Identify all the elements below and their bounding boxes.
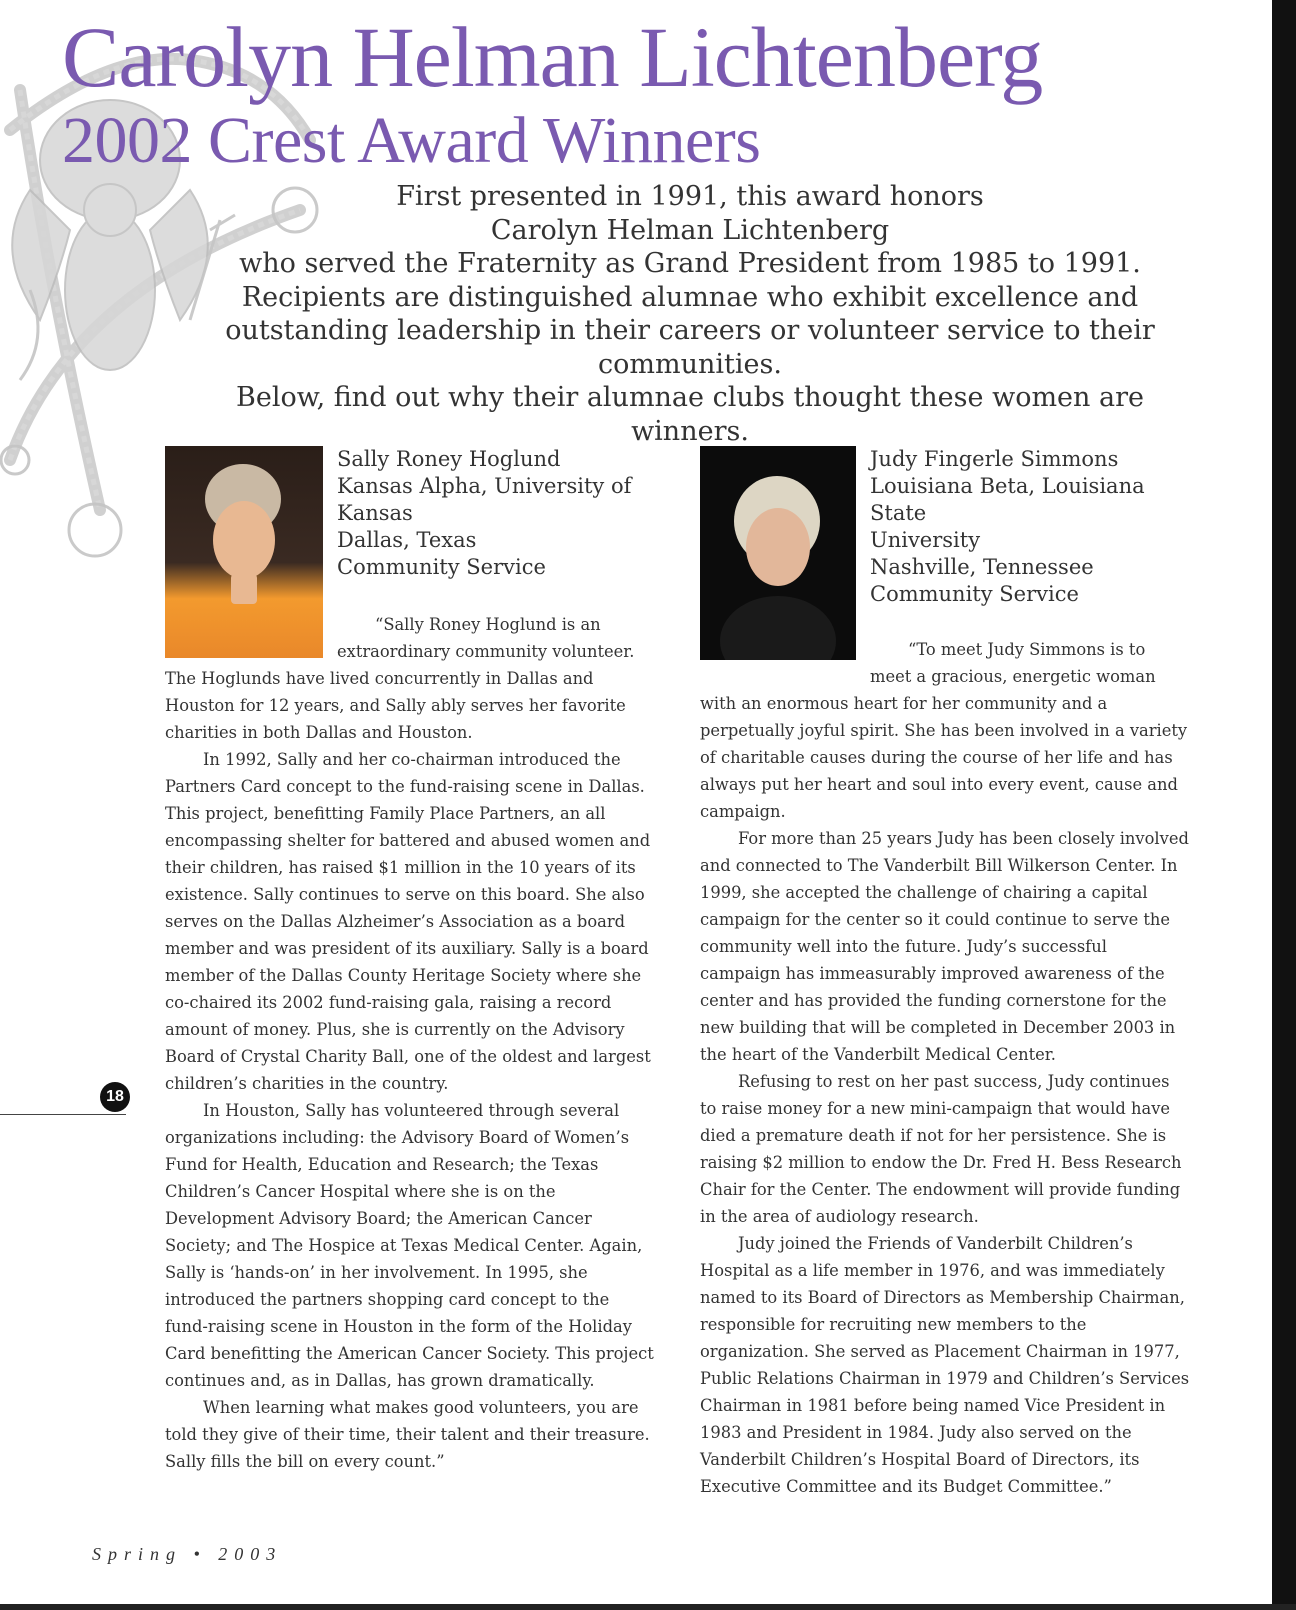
page-number-badge: 18: [100, 1082, 130, 1112]
body-paragraph: “To meet Judy Simmons is to meet a gracious, energetic woman with an enormous heart for her community and a perpetually joyful spirit. She has been involved in a variety of charitable causes during the course of her life and has always put her heart and soul into every event, cause and campaign.: [700, 640, 1188, 821]
portrait-photo-sally: [165, 446, 323, 658]
title-line-2: 2002 Crest Award Winners: [62, 104, 761, 177]
winner-chapter: Kansas Alpha, University of: [337, 474, 632, 498]
issue-footer: Spring • 2003: [92, 1544, 283, 1564]
winner-chapter: Louisiana Beta, Louisiana State: [870, 474, 1145, 525]
winner-text-sally: [165, 611, 655, 1475]
winner-text-judy: [700, 636, 1190, 1500]
winner-category: Community Service: [337, 555, 546, 579]
page-number-rule: [0, 1114, 126, 1115]
intro-line: outstanding leadership in their careers or volunteer service to their communities.: [225, 315, 1155, 380]
body-paragraph: Judy joined the Friends of Vanderbilt Children’s Hospital as a life member in 1976, and was immediately named to its Board of Directors as Membership Chairman, responsible for recruiting new members to the organization. She served as Placement Chairman in 1977, Public Relations Chairman in 1979 and Children’s Services Chairman in 1981 before being named Vice President in 1983 and President in 1984. Judy also served on the Vanderbilt Children’s Hospital Board of Directors, its Executive Committee and its Budget Committee.”: [700, 1234, 1190, 1496]
title-line-1: Carolyn Helman Lichtenberg: [62, 9, 1043, 105]
intro-line: Carolyn Helman Lichtenberg: [490, 214, 890, 246]
winner-location: Dallas, Texas: [337, 528, 477, 552]
winner-location: Nashville, Tennessee: [870, 555, 1094, 579]
winner-name: Sally Roney Hoglund: [337, 447, 561, 471]
intro-line: who served the Fraternity as Grand President from 1985 to 1991.: [239, 248, 1141, 279]
portrait-photo-judy: [700, 446, 856, 660]
intro-paragraph: [200, 180, 1180, 448]
winner-chapter-cont: University: [870, 528, 981, 552]
winner-column-judy: [700, 446, 1190, 1500]
winner-category: Community Service: [870, 582, 1079, 606]
page-title: [62, 9, 1043, 177]
body-paragraph: In Houston, Sally has volunteered through several organizations including: the Advisory Board of Women’s Fund for Health, Education and Research; the Texas Children’s Cancer Hospital where she is on the Development Advisory Board; the American Cancer Society; and The Hospice at Texas Medical Center. Again, Sally is ‘hands-on’ in her involvement. In 1995, she introduced the partners shopping card concept to the fund-raising scene in Houston in the form of the Holiday Card benefitting the American Cancer Society. This project continues and, as in Dallas, has grown dramatically.: [165, 1101, 654, 1390]
winner-chapter-cont: Kansas: [337, 501, 413, 525]
body-paragraph: When learning what makes good volunteers, you are told they give of their time, their talent and their treasure. Sally fills the bill on every count.”: [165, 1398, 650, 1471]
intro-line: First presented in 1991, this award honors: [396, 181, 984, 212]
intro-line: Below, find out why their alumnae clubs thought these women are winners.: [236, 382, 1144, 447]
body-paragraph: For more than 25 years Judy has been closely involved and connected to The Vanderbilt Bill Wilkerson Center. In 1999, she accepted the challenge of chairing a capital campaign for the center so it could continue to serve the community well into the future. Judy’s successful campaign has immeasurably improved awareness of the center and has provided the funding cornerstone for the new building that will be completed in December 2003 in the heart of the Vanderbilt Medical Center.: [700, 829, 1189, 1064]
winner-column-sally: [165, 446, 655, 1475]
page-bottom-edge: [0, 1604, 1296, 1610]
body-paragraph: Refusing to rest on her past success, Judy continues to raise money for a new mini-campaign that would have died a premature death if not for her persistence. She is raising $2 million to endow the Dr. Fred H. Bess Research Chair for the Center. The endowment will provide funding in the area of audiology research.: [700, 1072, 1182, 1226]
page-edge: [1272, 0, 1296, 1610]
body-paragraph: In 1992, Sally and her co-chairman introduced the Partners Card concept to the fund-raising scene in Dallas. This project, benefitting Family Place Partners, an all encompassing shelter for battered and abused women and their children, has raised $1 million in the 10 years of its existence. Sally continues to serve on this board. She also serves on the Dallas Alzheimer’s Association as a board member and was president of its auxiliary. Sally is a board member of the Dallas County Heritage Society where she co-chaired its 2002 fund-raising gala, raising a record amount of money. Plus, she is currently on the Advisory Board of Crystal Charity Ball, one of the oldest and largest children’s charities in the country.: [165, 750, 651, 1093]
body-paragraph: “Sally Roney Hoglund is an extraordinary community volunteer. The Hoglunds have lived concurrently in Dallas and Houston for 12 years, and Sally ably serves her favorite charities in both Dallas and Houston.: [165, 615, 635, 742]
winner-name: Judy Fingerle Simmons: [870, 447, 1119, 471]
intro-line: Recipients are distinguished alumnae who exhibit excellence and: [241, 281, 1139, 313]
